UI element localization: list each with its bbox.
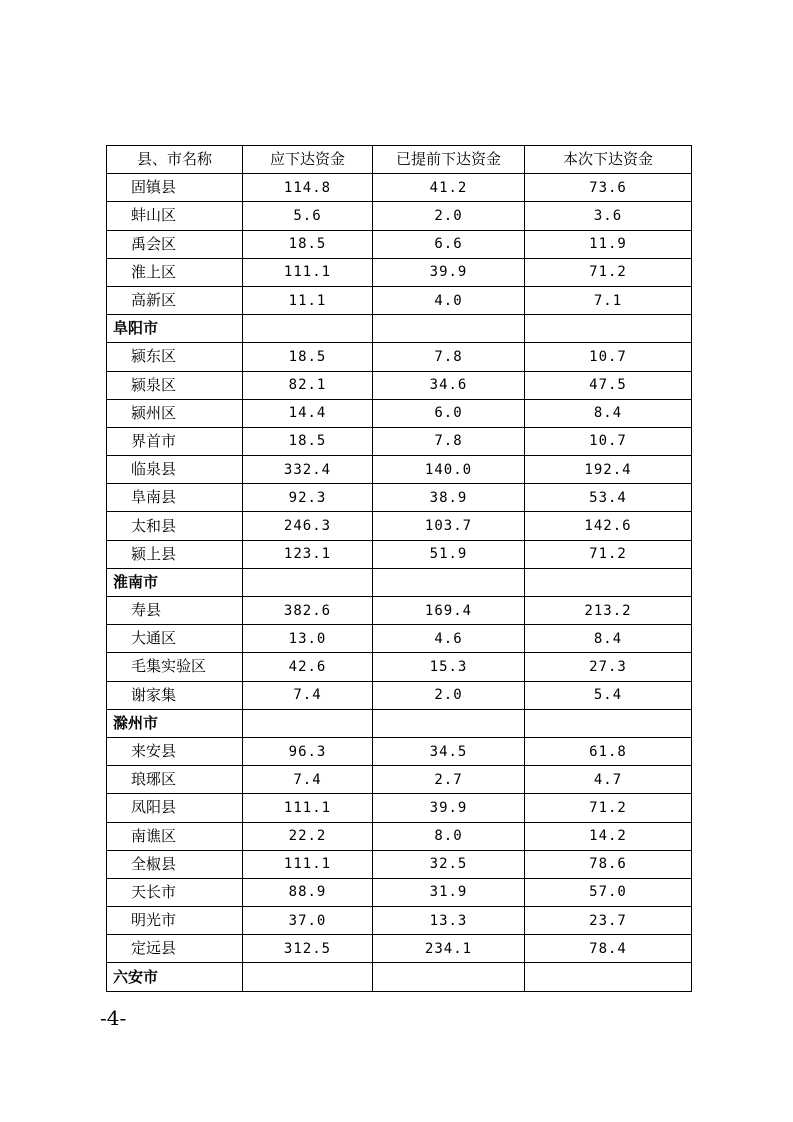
page-number: -4-	[100, 1006, 127, 1030]
due-funds-cell: 42.6	[243, 653, 373, 681]
table-row	[107, 907, 692, 935]
current-funds-cell: 57.0	[525, 878, 692, 906]
funds-allocation-table	[106, 145, 692, 992]
county-name-cell: 临泉县	[107, 456, 243, 484]
county-name-cell: 毛集实验区	[107, 653, 243, 681]
current-funds-cell: 14.2	[525, 822, 692, 850]
due-funds-cell: 18.5	[243, 427, 373, 455]
advance-funds-cell: 38.9	[373, 484, 525, 512]
advance-funds-cell: 6.6	[373, 230, 525, 258]
advance-funds-cell	[373, 709, 525, 737]
current-funds-cell	[525, 568, 692, 596]
current-funds-cell: 53.4	[525, 484, 692, 512]
due-funds-cell: 111.1	[243, 850, 373, 878]
advance-funds-cell: 4.6	[373, 625, 525, 653]
advance-funds-cell: 8.0	[373, 822, 525, 850]
table-row	[107, 681, 692, 709]
advance-funds-cell: 7.8	[373, 343, 525, 371]
table-row	[107, 597, 692, 625]
due-funds-cell: 14.4	[243, 399, 373, 427]
table-row	[107, 427, 692, 455]
table-row	[107, 625, 692, 653]
due-funds-cell: 5.6	[243, 202, 373, 230]
due-funds-cell: 111.1	[243, 258, 373, 286]
current-funds-cell: 47.5	[525, 371, 692, 399]
city-row	[107, 568, 692, 596]
table-row	[107, 230, 692, 258]
advance-funds-cell: 13.3	[373, 907, 525, 935]
advance-funds-cell: 51.9	[373, 540, 525, 568]
due-funds-cell: 114.8	[243, 174, 373, 202]
due-funds-cell: 123.1	[243, 540, 373, 568]
advance-funds-cell	[373, 315, 525, 343]
due-funds-cell: 7.4	[243, 681, 373, 709]
table-header-row	[107, 146, 692, 174]
county-name-cell: 颍州区	[107, 399, 243, 427]
table-row	[107, 653, 692, 681]
advance-funds-cell: 103.7	[373, 512, 525, 540]
due-funds-cell: 22.2	[243, 822, 373, 850]
city-name-cell: 阜阳市	[107, 315, 243, 343]
advance-funds-cell	[373, 963, 525, 991]
due-funds-cell: 96.3	[243, 737, 373, 765]
table-row	[107, 850, 692, 878]
current-funds-cell: 71.2	[525, 258, 692, 286]
current-funds-cell	[525, 315, 692, 343]
table-row	[107, 878, 692, 906]
current-funds-cell: 78.4	[525, 935, 692, 963]
advance-funds-cell: 32.5	[373, 850, 525, 878]
table-row	[107, 286, 692, 314]
current-funds-cell: 71.2	[525, 540, 692, 568]
table-row	[107, 343, 692, 371]
header-current-funds: 本次下达资金	[525, 146, 692, 174]
county-name-cell: 南谯区	[107, 822, 243, 850]
current-funds-cell: 10.7	[525, 427, 692, 455]
due-funds-cell: 111.1	[243, 794, 373, 822]
due-funds-cell	[243, 315, 373, 343]
advance-funds-cell	[373, 568, 525, 596]
current-funds-cell: 78.6	[525, 850, 692, 878]
advance-funds-cell: 34.5	[373, 737, 525, 765]
county-name-cell: 定远县	[107, 935, 243, 963]
advance-funds-cell: 41.2	[373, 174, 525, 202]
table-row	[107, 456, 692, 484]
current-funds-cell: 8.4	[525, 625, 692, 653]
due-funds-cell: 18.5	[243, 343, 373, 371]
table-body	[107, 174, 692, 991]
due-funds-cell: 7.4	[243, 766, 373, 794]
advance-funds-cell: 169.4	[373, 597, 525, 625]
current-funds-cell: 23.7	[525, 907, 692, 935]
table-row	[107, 766, 692, 794]
due-funds-cell: 13.0	[243, 625, 373, 653]
due-funds-cell: 312.5	[243, 935, 373, 963]
header-due-funds: 应下达资金	[243, 146, 373, 174]
current-funds-cell	[525, 963, 692, 991]
table-row	[107, 174, 692, 202]
advance-funds-cell: 6.0	[373, 399, 525, 427]
current-funds-cell: 11.9	[525, 230, 692, 258]
city-name-cell: 六安市	[107, 963, 243, 991]
city-row	[107, 315, 692, 343]
due-funds-cell	[243, 963, 373, 991]
current-funds-cell: 213.2	[525, 597, 692, 625]
advance-funds-cell: 4.0	[373, 286, 525, 314]
due-funds-cell: 246.3	[243, 512, 373, 540]
county-name-cell: 寿县	[107, 597, 243, 625]
current-funds-cell: 61.8	[525, 737, 692, 765]
advance-funds-cell: 2.0	[373, 681, 525, 709]
table-row	[107, 258, 692, 286]
table-row	[107, 371, 692, 399]
table-row	[107, 935, 692, 963]
current-funds-cell	[525, 709, 692, 737]
county-name-cell: 蚌山区	[107, 202, 243, 230]
due-funds-cell: 92.3	[243, 484, 373, 512]
county-name-cell: 明光市	[107, 907, 243, 935]
city-name-cell: 淮南市	[107, 568, 243, 596]
table-row	[107, 484, 692, 512]
county-name-cell: 凤阳县	[107, 794, 243, 822]
county-name-cell: 阜南县	[107, 484, 243, 512]
header-county-name: 县、市名称	[107, 146, 243, 174]
current-funds-cell: 4.7	[525, 766, 692, 794]
city-row	[107, 709, 692, 737]
table-row	[107, 540, 692, 568]
county-name-cell: 谢家集	[107, 681, 243, 709]
county-name-cell: 天长市	[107, 878, 243, 906]
due-funds-cell	[243, 568, 373, 596]
county-name-cell: 高新区	[107, 286, 243, 314]
due-funds-cell: 88.9	[243, 878, 373, 906]
advance-funds-cell: 31.9	[373, 878, 525, 906]
advance-funds-cell: 15.3	[373, 653, 525, 681]
advance-funds-cell: 2.0	[373, 202, 525, 230]
table-row	[107, 399, 692, 427]
table-row	[107, 512, 692, 540]
table-row	[107, 202, 692, 230]
due-funds-cell: 37.0	[243, 907, 373, 935]
current-funds-cell: 8.4	[525, 399, 692, 427]
city-name-cell: 滁州市	[107, 709, 243, 737]
due-funds-cell: 332.4	[243, 456, 373, 484]
table-row	[107, 822, 692, 850]
advance-funds-cell: 39.9	[373, 794, 525, 822]
current-funds-cell: 3.6	[525, 202, 692, 230]
county-name-cell: 颍东区	[107, 343, 243, 371]
county-name-cell: 界首市	[107, 427, 243, 455]
county-name-cell: 固镇县	[107, 174, 243, 202]
advance-funds-cell: 39.9	[373, 258, 525, 286]
advance-funds-cell: 7.8	[373, 427, 525, 455]
current-funds-cell: 142.6	[525, 512, 692, 540]
due-funds-cell: 82.1	[243, 371, 373, 399]
advance-funds-cell: 140.0	[373, 456, 525, 484]
county-name-cell: 太和县	[107, 512, 243, 540]
county-name-cell: 来安县	[107, 737, 243, 765]
due-funds-cell	[243, 709, 373, 737]
due-funds-cell: 18.5	[243, 230, 373, 258]
county-name-cell: 大通区	[107, 625, 243, 653]
current-funds-cell: 10.7	[525, 343, 692, 371]
due-funds-cell: 382.6	[243, 597, 373, 625]
header-advance-funds: 已提前下达资金	[373, 146, 525, 174]
city-row	[107, 963, 692, 991]
advance-funds-cell: 2.7	[373, 766, 525, 794]
county-name-cell: 颍泉区	[107, 371, 243, 399]
county-name-cell: 琅琊区	[107, 766, 243, 794]
advance-funds-cell: 234.1	[373, 935, 525, 963]
current-funds-cell: 192.4	[525, 456, 692, 484]
current-funds-cell: 27.3	[525, 653, 692, 681]
county-name-cell: 全椒县	[107, 850, 243, 878]
table-row	[107, 794, 692, 822]
current-funds-cell: 7.1	[525, 286, 692, 314]
county-name-cell: 颍上县	[107, 540, 243, 568]
current-funds-cell: 5.4	[525, 681, 692, 709]
due-funds-cell: 11.1	[243, 286, 373, 314]
advance-funds-cell: 34.6	[373, 371, 525, 399]
county-name-cell: 禹会区	[107, 230, 243, 258]
table-row	[107, 737, 692, 765]
current-funds-cell: 71.2	[525, 794, 692, 822]
county-name-cell: 淮上区	[107, 258, 243, 286]
current-funds-cell: 73.6	[525, 174, 692, 202]
